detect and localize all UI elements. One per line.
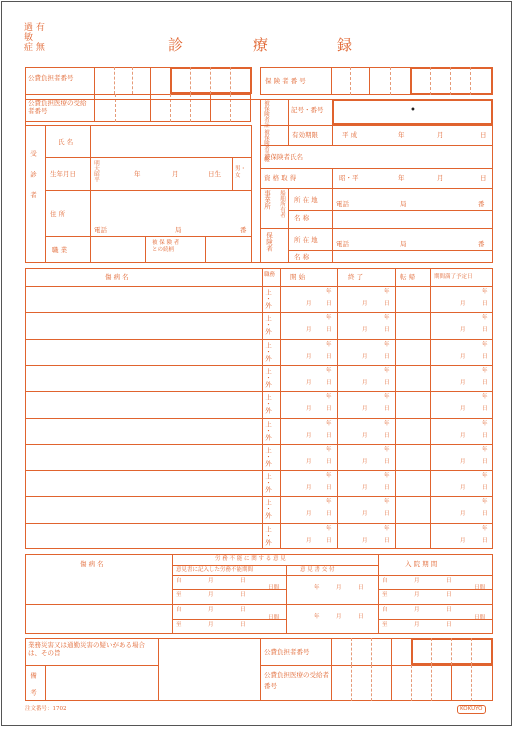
- ship-owner-label: 船舶所有者: [279, 190, 285, 218]
- diag-row-mark: 上・外: [264, 341, 272, 362]
- diag-end-year: 年: [384, 420, 390, 427]
- diag-start-month: 月: [306, 537, 312, 544]
- insurer-side-label: 保険者: [265, 232, 273, 252]
- dis-issued-day: 日: [358, 585, 364, 591]
- diag-row-mark: 上・外: [264, 499, 272, 519]
- diag-start-year: 年: [326, 341, 332, 348]
- diag-end-year: 年: [384, 525, 390, 532]
- recipient-number-label: 公費負担医療の受給者番号: [28, 99, 87, 115]
- diag-end-year: 年: [384, 367, 390, 374]
- birthdate-label: 生年月日: [50, 170, 76, 178]
- dis-admission-prefix: 自: [382, 578, 388, 584]
- diag-expiry-year: 年: [482, 525, 488, 532]
- diag-end-month: 月: [362, 379, 368, 386]
- title-char-3: 録: [337, 36, 353, 54]
- diag-expiry-month: 月: [460, 406, 466, 413]
- diag-start-month: 月: [306, 458, 312, 465]
- dis-admission-days: 日間: [474, 615, 486, 621]
- diag-expiry-month: 月: [460, 327, 466, 334]
- diag-row-mark: 上・外: [264, 394, 272, 414]
- dis-admission-month: 月: [414, 578, 420, 584]
- diag-start-month: 月: [306, 353, 312, 360]
- issued-header: 意 見 書 交 付: [300, 567, 335, 573]
- diag-expiry-month: 月: [460, 379, 466, 386]
- dis-admission-days: 日間: [474, 585, 486, 591]
- diag-header-name: 傷 病 名: [105, 273, 129, 281]
- title-char-1: 診: [168, 36, 184, 54]
- diag-end-day: 日: [384, 379, 390, 386]
- diag-header-end: 終 了: [348, 273, 364, 281]
- bottom-payer-label: 公費負担者番号: [264, 648, 310, 656]
- diag-end-month: 月: [362, 353, 368, 360]
- dis-issued-year: 年: [314, 585, 320, 591]
- era-options: 明大昭平: [93, 160, 99, 182]
- dis-period-month: 月: [208, 607, 214, 613]
- diag-expiry-year: 年: [482, 446, 488, 453]
- diag-start-day: 日: [326, 485, 332, 492]
- order-number: 注文番号：1702: [25, 706, 67, 712]
- diag-end-month: 月: [362, 537, 368, 544]
- diag-start-day: 日: [326, 406, 332, 413]
- dis-period-prefix: 自: [176, 607, 182, 613]
- symbol-number-label: 記号・番号: [291, 106, 324, 114]
- diag-expiry-month: 月: [460, 485, 466, 492]
- diag-header-outcome: 転 帰: [400, 273, 416, 281]
- diag-start-day: 日: [326, 379, 332, 386]
- title-char-2: 療: [253, 36, 269, 54]
- dis-period-month: 月: [208, 578, 214, 584]
- dis-period-prefix: 至: [176, 622, 182, 628]
- diag-row-mark: 上・外: [264, 315, 272, 335]
- insured-name-label: 被保険者氏名: [264, 153, 303, 161]
- diag-expiry-year: 年: [482, 499, 488, 506]
- diag-row-mark: 上・外: [264, 367, 272, 388]
- dis-issued-month: 月: [336, 614, 342, 620]
- diag-expiry-year: 年: [482, 473, 488, 480]
- diag-start-day: 日: [326, 353, 332, 360]
- opinion-header: 労 務 不 能 に 関 す る 意 見: [215, 556, 286, 562]
- diag-start-day: 日: [326, 432, 332, 439]
- diag-expiry-day: 日: [482, 485, 488, 492]
- dis-period-month: 月: [208, 622, 214, 628]
- diag-row-mark: 上・外: [264, 446, 272, 467]
- diag-end-month: 月: [362, 301, 368, 307]
- dis-period-day: 日: [240, 592, 246, 598]
- insurer-number-label: 保 険 者 番 号: [265, 77, 306, 85]
- dis-period-days: 日間: [268, 585, 280, 591]
- allergy-label: 過 有 敏 症 無: [24, 23, 45, 53]
- dis-admission-day: 日: [446, 578, 452, 584]
- name-label: 氏 名: [58, 138, 74, 146]
- diag-start-year: 年: [326, 446, 332, 453]
- diag-start-year: 年: [326, 473, 332, 480]
- diag-end-month: 月: [362, 327, 368, 334]
- diag-expiry-year: 年: [482, 367, 488, 374]
- diag-end-month: 月: [362, 406, 368, 413]
- diag-start-year: 年: [326, 394, 332, 401]
- diag-end-year: 年: [384, 473, 390, 480]
- diag-start-month: 月: [306, 379, 312, 386]
- diag-start-year: 年: [326, 289, 332, 295]
- diag-row-mark: 上・外: [264, 420, 272, 440]
- diag-end-month: 月: [362, 511, 368, 518]
- diag-start-year: 年: [326, 367, 332, 374]
- dis-admission-day: 日: [446, 607, 452, 613]
- period-header: 意見書に記入した労務不能期間: [176, 567, 254, 573]
- diag-end-day: 日: [384, 301, 390, 307]
- symbol-dot: •: [410, 105, 416, 116]
- diag-end-year: 年: [384, 394, 390, 401]
- diag-expiry-day: 日: [482, 301, 488, 307]
- brand-logo: KOKUYO: [457, 705, 486, 714]
- dis-period-prefix: 自: [176, 578, 182, 584]
- address-label: 住 所: [50, 210, 66, 218]
- employer-label: 事業所: [263, 190, 271, 210]
- diag-row-mark: 上・外: [264, 473, 272, 493]
- diag-start-year: 年: [326, 420, 332, 427]
- diag-row-mark: 上・外: [264, 525, 272, 546]
- diag-start-day: 日: [326, 327, 332, 334]
- disability-name-header: 傷 病 名: [80, 560, 104, 568]
- bottom-payer-input[interactable]: [411, 638, 493, 665]
- dis-admission-month: 月: [414, 592, 420, 598]
- diag-row-mark: 上・外: [264, 289, 272, 309]
- dis-admission-prefix: 至: [382, 622, 388, 628]
- diag-end-year: 年: [384, 289, 390, 295]
- diag-expiry-day: 日: [482, 379, 488, 386]
- diag-end-year: 年: [384, 341, 390, 348]
- dis-period-month: 月: [208, 592, 214, 598]
- diag-end-day: 日: [384, 511, 390, 518]
- diag-end-day: 日: [384, 353, 390, 360]
- diag-expiry-day: 日: [482, 511, 488, 518]
- diag-expiry-day: 日: [482, 327, 488, 334]
- diag-expiry-year: 年: [482, 341, 488, 348]
- diag-start-day: 日: [326, 458, 332, 465]
- patient-section-label: 受 診 者: [29, 150, 37, 204]
- diag-start-month: 月: [306, 327, 312, 334]
- diag-expiry-day: 日: [482, 537, 488, 544]
- diag-end-month: 月: [362, 485, 368, 492]
- relation-label: 被 保 険 者 との続柄: [152, 240, 180, 253]
- dis-admission-month: 月: [414, 607, 420, 613]
- diag-end-month: 月: [362, 458, 368, 465]
- diag-end-day: 日: [384, 432, 390, 439]
- valid-period-label: 有効期限: [292, 131, 318, 139]
- diag-expiry-day: 日: [482, 406, 488, 413]
- qualification-label: 資 格 取 得: [264, 174, 297, 182]
- diag-expiry-month: 月: [460, 537, 466, 544]
- bottom-recipient-label: 公費負担医療の受給者番号: [264, 671, 329, 690]
- sex-options: 男・女: [235, 166, 247, 179]
- diag-expiry-year: 年: [482, 420, 488, 427]
- dis-period-days: 日間: [268, 615, 280, 621]
- diag-expiry-month: 月: [460, 353, 466, 360]
- dis-period-day: 日: [240, 607, 246, 613]
- diag-expiry-year: 年: [482, 394, 488, 401]
- dis-period-prefix: 至: [176, 592, 182, 598]
- diag-header-occupational: 職務: [264, 272, 276, 278]
- payer-number-input[interactable]: [170, 67, 252, 94]
- diag-header-start: 開 始: [290, 273, 306, 281]
- admission-header: 入 院 期 間: [405, 560, 438, 568]
- dis-period-day: 日: [240, 578, 246, 584]
- diag-start-year: 年: [326, 499, 332, 506]
- dis-admission-prefix: 自: [382, 607, 388, 613]
- diag-header-expiry: 期間満了予定日: [434, 274, 473, 280]
- dis-issued-year: 年: [314, 614, 320, 620]
- diag-end-day: 日: [384, 458, 390, 465]
- diag-end-day: 日: [384, 485, 390, 492]
- diag-expiry-day: 日: [482, 458, 488, 465]
- diag-end-year: 年: [384, 315, 390, 322]
- diag-expiry-month: 月: [460, 301, 466, 307]
- dis-issued-day: 日: [358, 614, 364, 620]
- diag-start-day: 日: [326, 511, 332, 518]
- diag-start-month: 月: [306, 432, 312, 439]
- dis-admission-month: 月: [414, 622, 420, 628]
- diag-start-day: 日: [326, 301, 332, 307]
- diagnosis-table: [25, 268, 493, 549]
- diag-start-month: 月: [306, 511, 312, 518]
- diag-expiry-year: 年: [482, 289, 488, 295]
- payer-number-label: 公費負担者番号: [28, 74, 74, 82]
- dis-period-day: 日: [240, 622, 246, 628]
- diag-expiry-month: 月: [460, 511, 466, 518]
- diag-start-month: 月: [306, 301, 312, 307]
- diag-end-day: 日: [384, 406, 390, 413]
- dis-admission-prefix: 至: [382, 592, 388, 598]
- diag-end-month: 月: [362, 432, 368, 439]
- diag-start-month: 月: [306, 406, 312, 413]
- diag-expiry-month: 月: [460, 458, 466, 465]
- remarks-label: 備 考: [29, 672, 37, 700]
- insurer-number-input[interactable]: [410, 67, 493, 95]
- occupation-label: 職 業: [52, 246, 68, 254]
- diag-end-year: 年: [384, 499, 390, 506]
- diag-end-day: 日: [384, 327, 390, 334]
- diag-end-year: 年: [384, 446, 390, 453]
- diag-expiry-day: 日: [482, 432, 488, 439]
- diag-start-year: 年: [326, 315, 332, 322]
- dis-issued-month: 月: [336, 585, 342, 591]
- diag-expiry-day: 日: [482, 353, 488, 360]
- diag-end-day: 日: [384, 537, 390, 544]
- dis-admission-day: 日: [446, 622, 452, 628]
- diag-start-month: 月: [306, 485, 312, 492]
- diag-expiry-year: 年: [482, 315, 488, 322]
- diag-start-year: 年: [326, 525, 332, 532]
- diag-expiry-month: 月: [460, 432, 466, 439]
- card-holder-label: 被保険者証 被保険者手帳: [263, 100, 269, 163]
- work-injury-note: 業務災害又は通勤災害の疑いがある場合は、その旨: [28, 641, 145, 657]
- diag-start-day: 日: [326, 537, 332, 544]
- dis-admission-day: 日: [446, 592, 452, 598]
